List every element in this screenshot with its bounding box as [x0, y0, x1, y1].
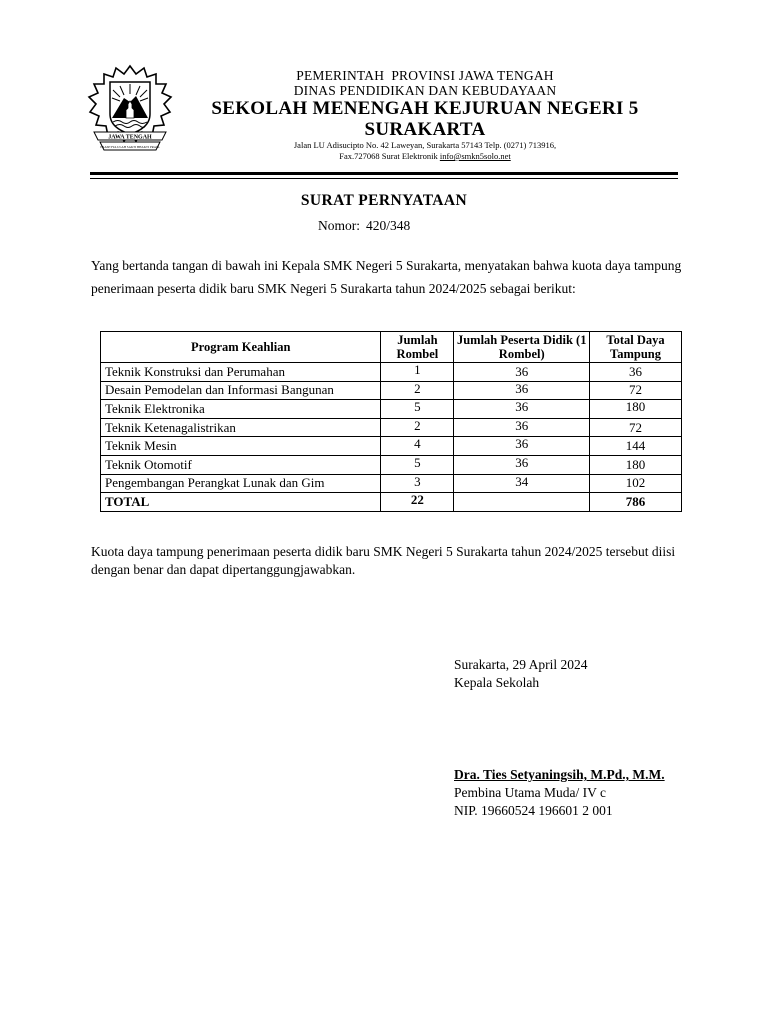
signature-role: Kepala Sekolah	[454, 675, 540, 690]
quota-table	[100, 331, 682, 512]
table-row	[101, 455, 682, 474]
signatory-rank: Pembina Utama Muda/ IV c	[454, 785, 606, 800]
cell-total-tampung: 786	[590, 493, 682, 512]
cell-tampung: 36	[590, 363, 682, 382]
header-program: Program Keahlian	[101, 332, 381, 363]
document-number-value: 420/348	[366, 218, 411, 233]
table-total-row	[101, 493, 682, 512]
header-tampung: Total Daya Tampung	[590, 332, 682, 363]
cell-tampung: 102	[590, 474, 682, 493]
document-title: SURAT PERNYATAAN	[300, 192, 468, 209]
letterhead-email-link[interactable]: info@smkn5solo.net	[439, 151, 511, 161]
cell-total-peserta	[454, 493, 590, 512]
cell-program: Teknik Ketenagalistrikan	[101, 418, 381, 437]
cell-tampung: 180	[590, 455, 682, 474]
cell-tampung: 72	[590, 418, 682, 437]
cell-program: Pengembangan Perangkat Lunak dan Gim	[101, 474, 381, 493]
table-row	[101, 437, 682, 456]
cell-total-rombel: 22	[381, 493, 454, 512]
letterhead-address: Jalan LU Adisucipto No. 42 Laweyan, Surakarta 57143 Telp. (0271) 713916,	[293, 140, 557, 150]
provincial-seal-logo	[80, 62, 180, 154]
cell-peserta: 36	[454, 437, 590, 456]
cell-peserta: 36	[454, 400, 590, 419]
table-row	[101, 363, 682, 382]
signature-block	[454, 656, 665, 818]
logo-motto-text: PRASETYA ULAH SAKTI BHAKTI PRAJA	[100, 145, 160, 149]
letterhead-divider-thin	[90, 178, 678, 179]
letterhead-fax: Fax.727068 Surat Elektronik	[339, 151, 440, 161]
table-row	[101, 474, 682, 493]
cell-rombel: 1	[381, 363, 454, 382]
cell-tampung: 72	[590, 381, 682, 400]
cell-rombel: 3	[381, 474, 454, 493]
table-row	[101, 381, 682, 400]
table-row	[101, 418, 682, 437]
letterhead-department: DINAS PENDIDIKAN DAN KEBUDAYAAN	[293, 83, 557, 98]
cell-rombel: 2	[381, 418, 454, 437]
signatory-nip: NIP. 19660524 196601 2 001	[454, 803, 613, 818]
cell-program: Teknik Elektronika	[101, 400, 381, 419]
cell-tampung: 180	[590, 400, 682, 419]
cell-peserta: 36	[454, 418, 590, 437]
letterhead-divider-thick	[90, 172, 678, 175]
cell-rombel: 2	[381, 381, 454, 400]
letterhead	[180, 68, 670, 162]
cell-rombel: 4	[381, 437, 454, 456]
closing-paragraph: Kuota daya tampung penerimaan peserta didik baru SMK Negeri 5 Surakarta tahun 2024/2025 tersebut diisi dengan benar dan dapat dipertanggungjawabkan.	[91, 544, 676, 577]
cell-peserta: 36	[454, 363, 590, 382]
cell-peserta: 36	[454, 455, 590, 474]
logo-ribbon-text: JAWA TENGAH	[108, 134, 152, 141]
cell-program: Teknik Mesin	[101, 437, 381, 456]
letterhead-contact	[180, 151, 670, 162]
header-peserta: Jumlah Peserta Didik (1 Rombel)	[454, 332, 590, 363]
cell-program: Teknik Otomotif	[101, 455, 381, 474]
cell-rombel: 5	[381, 455, 454, 474]
cell-rombel: 5	[381, 400, 454, 419]
cell-total-label: TOTAL	[101, 493, 381, 512]
cell-program: Desain Pemodelan dan Informasi Bangunan	[101, 381, 381, 400]
cell-peserta: 36	[454, 381, 590, 400]
letterhead-city: SURAKARTA	[364, 119, 486, 140]
document-number	[318, 218, 410, 234]
table-header-row	[101, 332, 682, 363]
document-number-label: Nomor:	[318, 218, 360, 233]
letterhead-government: PEMERINTAH PROVINSI JAWA TENGAH	[296, 68, 554, 83]
signature-place-date: Surakarta, 29 April 2024	[454, 657, 588, 672]
cell-program: Teknik Konstruksi dan Perumahan	[101, 363, 381, 382]
statement-paragraph: Yang bertanda tangan di bawah ini Kepala SMK Negeri 5 Surakarta, menyatakan bahwa kuota daya tampung penerimaan peserta didik baru SMK Negeri 5 Surakarta tahun 2024/2025 sebagai berikut:	[91, 258, 682, 296]
cell-peserta: 34	[454, 474, 590, 493]
letterhead-school-name: SEKOLAH MENENGAH KEJURUAN NEGERI 5	[211, 98, 639, 119]
table-row	[101, 400, 682, 419]
signatory-name: Dra. Ties Setyaningsih, M.Pd., M.M.	[454, 767, 665, 782]
header-rombel: Jumlah Rombel	[381, 332, 454, 363]
cell-tampung: 144	[590, 437, 682, 456]
